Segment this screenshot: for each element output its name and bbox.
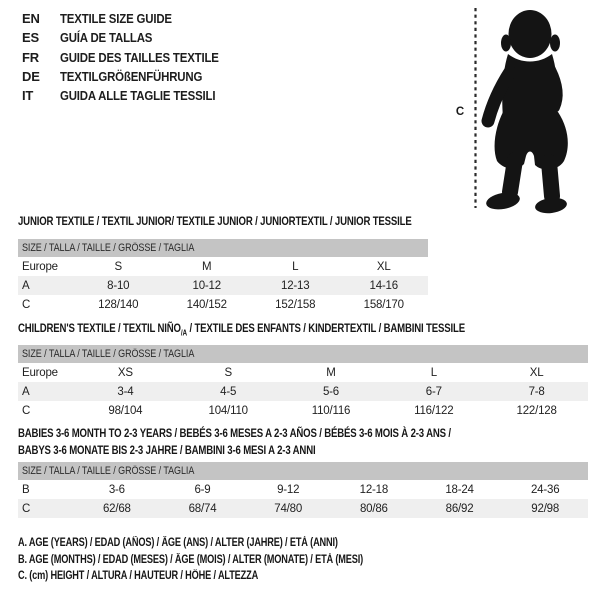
height-cell: 152/158: [275, 298, 316, 311]
junior-size-table: [18, 239, 428, 314]
age-cell: 8-10: [107, 279, 130, 292]
lang-label: TEXTILE SIZE GUIDE: [60, 11, 172, 26]
size-cell: S: [114, 260, 122, 273]
age-cell: 3-6: [108, 483, 125, 496]
height-cell: 110/116: [311, 404, 351, 417]
table-header-label: SIZE / TALLA / TAILLE / GRÖSSE / TAGLIA: [22, 465, 195, 477]
row-label: C: [22, 404, 31, 417]
age-cell: 10-12: [192, 279, 221, 292]
size-cell: XL: [529, 366, 544, 379]
height-cell: 140/152: [186, 298, 227, 311]
size-cell: L: [292, 260, 299, 273]
lang-row-it: [22, 86, 240, 105]
title-text: / TEXTILE DES ENFANTS / KINDERTEXTIL / BAMBINI TESSILE: [186, 321, 465, 335]
height-cell: 104/110: [208, 404, 248, 417]
height-cell: 98/104: [108, 404, 143, 417]
lang-code: EN: [22, 11, 40, 26]
lang-code: FR: [22, 49, 39, 65]
lang-label: GUIDE DES TAILLES TEXTILE: [60, 49, 219, 65]
babies-size-table: [18, 462, 588, 518]
title-text: CHILDREN'S TEXTILE / TEXTIL NIÑO: [18, 321, 181, 335]
age-cell: 18-24: [445, 483, 474, 496]
size-cell: S: [224, 366, 232, 379]
height-cell: 122/128: [516, 404, 557, 417]
row-label: C: [22, 298, 31, 311]
size-cell: L: [430, 366, 437, 379]
age-cell: 7-8: [528, 385, 545, 398]
age-cell: 5-6: [322, 385, 339, 398]
toddler-silhouette-figure: [445, 0, 600, 215]
age-cell: 4-5: [220, 385, 237, 398]
title-line-1: BABIES 3-6 MONTH TO 2-3 YEARS / BEBÉS 3-6 MESES A 2-3 AÑOS / BÉBÉS 3-6 MOIS À 2-3 ANS /: [18, 426, 451, 440]
lang-code: DE: [22, 68, 40, 84]
height-cell: 128/140: [98, 298, 139, 311]
age-cell: 3-4: [117, 385, 134, 398]
footnote-age-years: A. AGE (YEARS) / EDAD (AÑOS) / ÂGE (ANS) / ALTER (JAHRE) / ETÀ (ANNI): [18, 537, 338, 549]
table-row: [18, 257, 428, 276]
lang-code: ES: [22, 30, 39, 46]
table-row: [18, 499, 588, 518]
table-header-label: SIZE / TALLA / TAILLE / GRÖSSE / TAGLIA: [22, 348, 195, 360]
height-cell: 74/80: [274, 502, 303, 515]
size-cell: XS: [117, 366, 133, 379]
row-label: B: [22, 483, 30, 496]
row-label: A: [22, 279, 30, 292]
age-cell: 12-13: [281, 279, 310, 292]
lang-row-de: [22, 67, 240, 86]
size-cell: XL: [376, 260, 391, 273]
lang-label: GUÍA DE TALLAS: [60, 30, 153, 46]
lang-label: TEXTILGRÖßENFÜHRUNG: [60, 68, 203, 84]
height-cell: 86/92: [445, 502, 474, 515]
table-row: [18, 382, 588, 401]
table-row: [18, 401, 588, 420]
height-cell: 158/170: [363, 298, 404, 311]
legend-footnotes: [18, 535, 449, 585]
lang-label: GUIDA ALLE TAGLIE TESSILI: [60, 88, 216, 104]
lang-code: IT: [22, 88, 34, 104]
height-cell: 68/74: [188, 502, 217, 515]
age-cell: 24-36: [530, 483, 560, 496]
children-size-table: [18, 345, 588, 420]
age-cell: 6-9: [194, 483, 211, 496]
language-guide-list: [22, 9, 240, 105]
footnote-height: C. (cm) HEIGHT / ALTURA / HAUTEUR / HÖHE / ALTEZZA: [18, 570, 259, 583]
row-label: Europe: [22, 366, 58, 379]
junior-section-title: JUNIOR TEXTILE / TEXTIL JUNIOR/ TEXTILE JUNIOR / JUNIORTEXTIL / JUNIOR TESSILE: [18, 214, 412, 228]
toddler-silhouette: [485, 10, 568, 215]
height-cell: 92/98: [531, 502, 560, 515]
age-cell: 6-7: [425, 385, 442, 398]
size-cell: M: [202, 260, 212, 273]
table-header-bar: [18, 239, 428, 257]
table-header-bar: [18, 345, 588, 363]
title-line-2: BABYS 3-6 MONATE BIS 2-3 JAHRE / BAMBINI 3-6 MESI A 2-3 ANNI: [18, 442, 316, 457]
table-row: [18, 295, 428, 314]
row-label: A: [22, 385, 30, 398]
lang-row-fr: [22, 48, 240, 67]
table-header-bar: [18, 462, 588, 480]
table-row: [18, 480, 588, 499]
age-cell: 12-18: [359, 483, 389, 496]
table-row: [18, 276, 428, 295]
table-row: [18, 363, 588, 382]
height-cell: 116/122: [414, 404, 454, 417]
age-cell: 14-16: [369, 279, 398, 292]
height-cell: 62/68: [102, 502, 131, 515]
title-subscript: /A: [180, 328, 187, 338]
height-cell: 80/86: [359, 502, 388, 515]
row-label: Europe: [22, 260, 58, 273]
height-measure-label: C: [455, 106, 465, 118]
size-cell: M: [326, 366, 336, 379]
children-section-title: [18, 320, 465, 342]
babies-section-title: [18, 425, 559, 458]
footnote-age-months: B. AGE (MONTHS) / EDAD (MESES) / ÂGE (MOIS) / ALTER (MONATE) / ETÀ (MESI): [18, 553, 364, 566]
age-cell: 9-12: [277, 483, 300, 496]
lang-row-es: [22, 28, 240, 47]
row-label: C: [22, 502, 31, 515]
lang-row-en: [22, 9, 240, 28]
table-header-label: SIZE / TALLA / TAILLE / GRÖSSE / TAGLIA: [22, 242, 195, 254]
